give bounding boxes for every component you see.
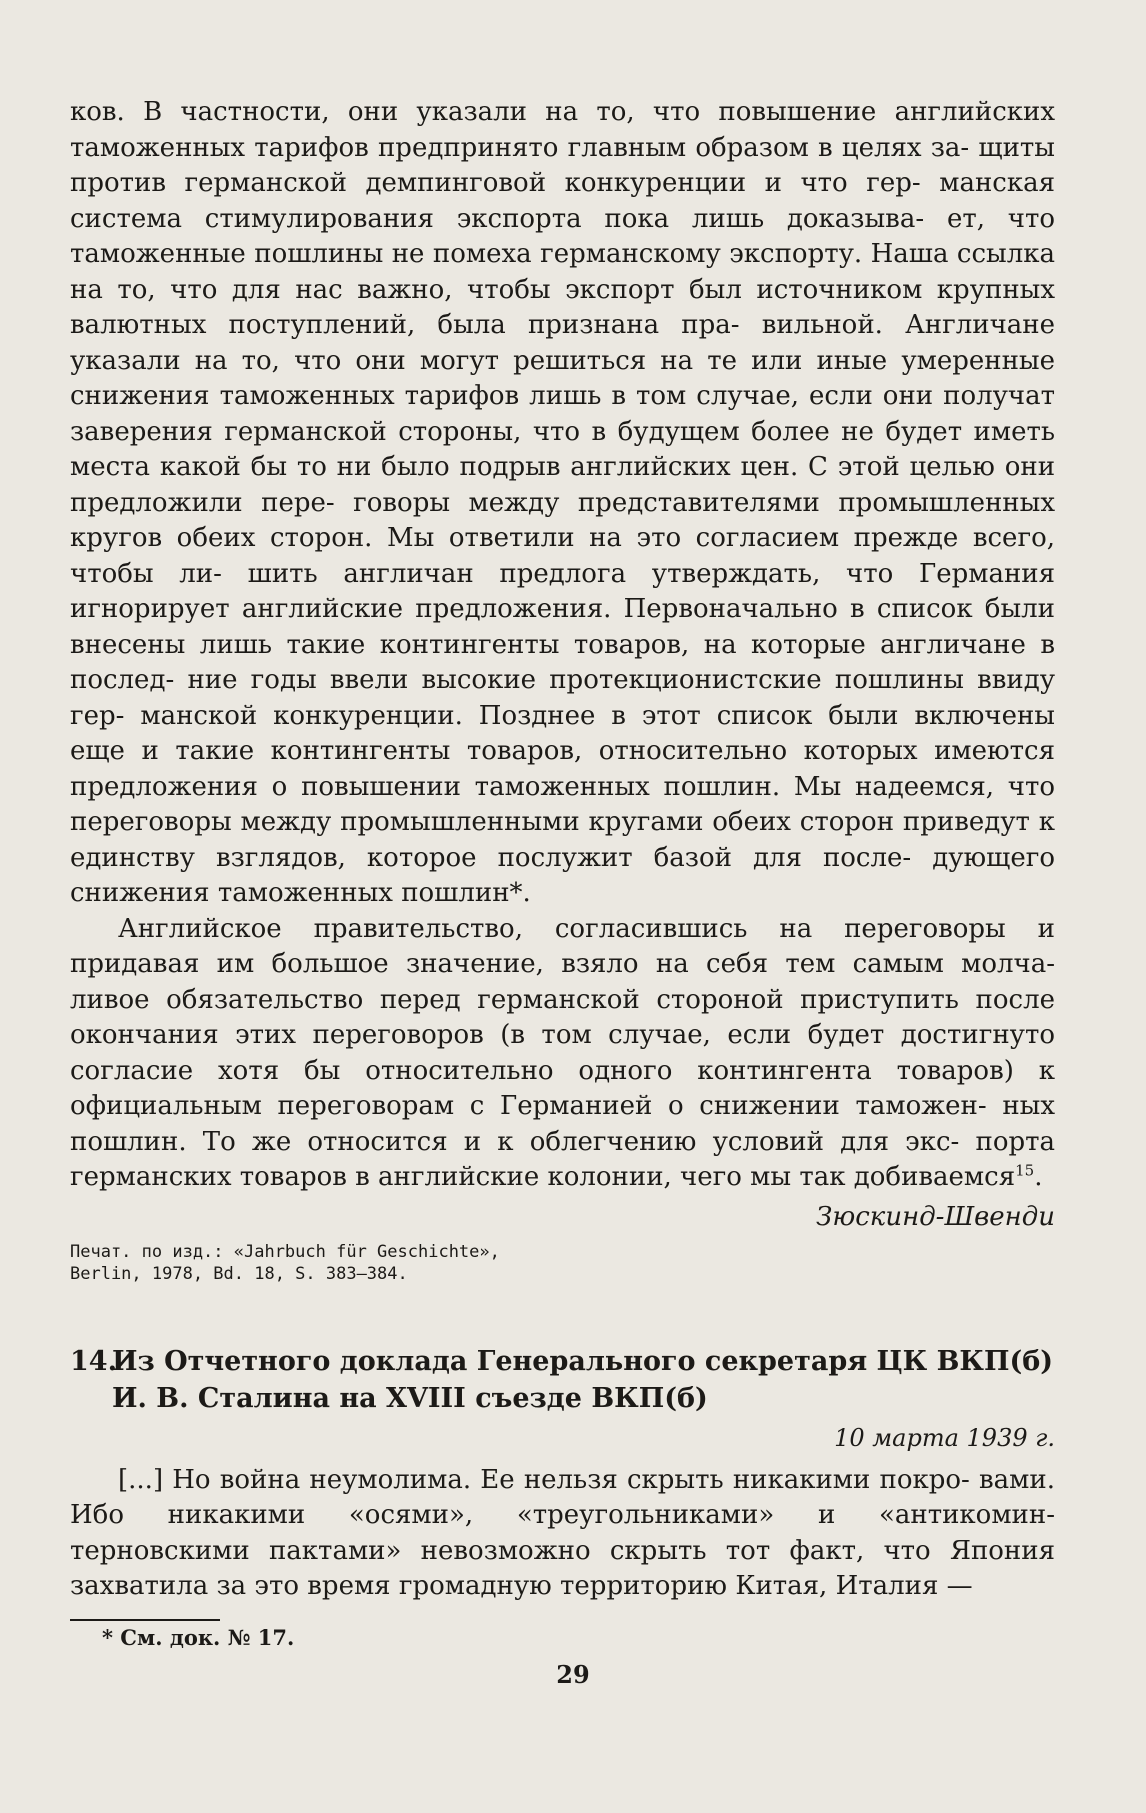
p3-line: захватила за это время громадную территорию Китая, Италия —	[70, 1571, 973, 1601]
source-note	[70, 1241, 1055, 1285]
p2-line: Английское правительство, согласившись на переговоры и	[118, 913, 1055, 944]
p1-line: манская система стимулирования экспорта пока лишь доказыва-	[70, 168, 1056, 234]
section-date: 10 марта 1939 г.	[834, 1424, 1055, 1452]
p1-line: ет, что таможенные пошлины не помеха германскому экспорту.	[70, 203, 1056, 269]
section-title-line: Из Отчетного доклада Генерального секретаря ЦК ВКП(б)	[112, 1346, 1054, 1377]
page-number: 29	[556, 1660, 590, 1689]
p1-line: было подрыв английских цен. С этой целью они предложили пере-	[70, 452, 1056, 518]
section-heading	[70, 1343, 1055, 1417]
p1-line: дующего снижения таможенных пошлин*.	[70, 842, 1055, 908]
p1-line: манской конкуренции. Позднее в этот список были включены еще	[70, 700, 1055, 766]
p2-line: порта германских товаров в английские колонии, чего мы так	[70, 1126, 1055, 1192]
p2-line: ных пошлин. То же относится и к облегчению условий для экс-	[70, 1091, 1055, 1157]
p1-line: таможенных тарифов предпринято главным образом в целях за-	[70, 132, 970, 163]
p2-line: ливое обязательство перед германской стороной приступить после	[70, 984, 1055, 1015]
p1-line: ние годы ввели высокие протекционистские пошлины ввиду гер-	[70, 665, 1055, 731]
p1-line: щиты против германской демпинговой конкуренции и что гер-	[70, 132, 1055, 198]
p1-line: том случае, если они получат заверения германской стороны,	[70, 381, 1055, 447]
p1-line: что в будущем более не будет иметь места какой бы то ни	[70, 416, 1056, 482]
source-line: Печат. по изд.: «Jahrbuch für Geschichte»,	[70, 1242, 500, 1262]
paragraph-3	[70, 1463, 1055, 1605]
p1-line: лишь такие контингенты товаров, на которые англичане в послед-	[70, 629, 1055, 695]
p2-line: добиваемся	[853, 1162, 1016, 1192]
p2-line: официальным переговорам с Германией о снижении таможен-	[70, 1091, 987, 1121]
p1-line: те или иные умеренные снижения таможенных тарифов лишь в	[70, 345, 1055, 411]
p1-line: источником крупных валютных поступлений, была признана пра-	[70, 274, 1056, 340]
footnote-rule	[70, 1619, 220, 1621]
footnote: * См. док. № 17.	[102, 1624, 295, 1650]
p1-line: приведут к единству взглядов, которое послужит базой для после-	[70, 807, 1056, 873]
p2-line: согласие хотя бы относительно одного контингента товаров) к	[70, 1055, 1055, 1086]
p1-line: предложения о повышении таможенных пошлин. Мы надеемся,	[70, 771, 995, 802]
section-number: 14.	[70, 1346, 117, 1377]
p1-line: и такие контингенты товаров, относительно которых имеются	[141, 736, 1055, 766]
source-line: Berlin, 1978, Bd. 18, S. 383—384.	[70, 1264, 408, 1284]
endnote-marker: 15	[1015, 1161, 1035, 1180]
p1-line: вильной. Англичане указали на то, что они могут решиться на	[70, 310, 1056, 376]
paragraph-1	[70, 95, 1055, 912]
paragraph-2	[70, 912, 1055, 1196]
p1-line: Наша ссылка на то, что для нас важно, чтобы экспорт был	[70, 239, 1056, 305]
p1-line: сторон. Мы ответили на это согласием прежде всего, чтобы ли-	[70, 523, 1055, 589]
p2-line: придавая им большое значение, взяло на себя тем самым молча-	[70, 949, 1055, 979]
page-text	[70, 95, 1055, 1653]
p2-line: окончания этих переговоров (в том случае, если будет достигнуто	[70, 1020, 1055, 1050]
p3-line: терновскими пактами» невозможно скрыть тот факт, что Япония	[70, 1535, 1055, 1566]
p1-line: шить англичан предлога утверждать, что Германия игнорирует	[70, 558, 1056, 624]
section-title-line: И. В. Сталина на XVIII съезде ВКП(б)	[112, 1383, 708, 1414]
p3-line: вами. Ибо никакими «осями», «треугольниками» и «антикомин-	[70, 1464, 1056, 1530]
signature: Зюскинд-Швенди	[816, 1201, 1055, 1232]
p1-line: что переговоры между промышленными кругами обеих сторон	[70, 771, 1056, 837]
end-punct: .	[1034, 1162, 1043, 1192]
p3-line: [...] Но война неумолима. Ее нельзя скрыть никакими покро-	[118, 1464, 970, 1495]
p1-line: ков. В частности, они указали на то, что повышение английских	[70, 97, 1055, 127]
p1-line: говоры между представителями промышленных кругов обеих	[70, 487, 1055, 553]
p1-line: английские предложения. Первоначально в список были внесены	[70, 594, 1055, 660]
